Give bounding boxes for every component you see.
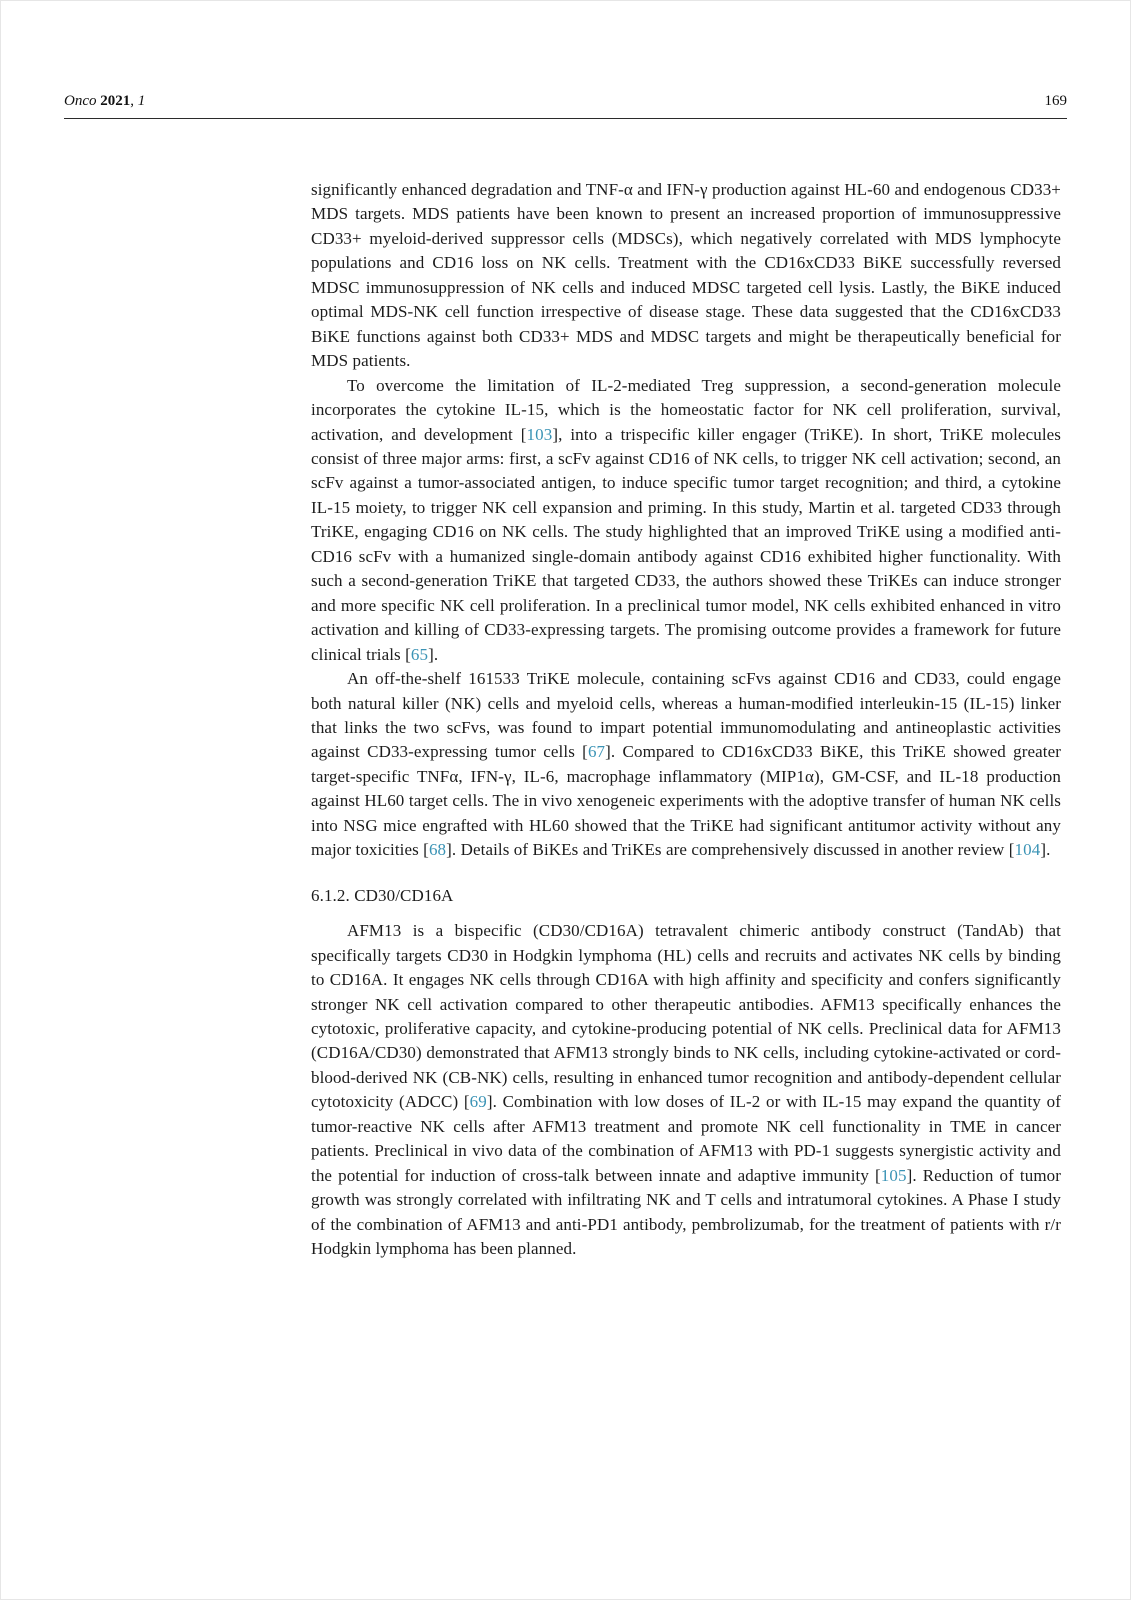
header-rule bbox=[64, 118, 1067, 119]
journal-name: Onco bbox=[64, 93, 97, 109]
journal-volume: 1 bbox=[137, 93, 146, 109]
text-run: ]. Details of BiKEs and TriKEs are comprehensively discussed in another review [ bbox=[446, 840, 1015, 860]
text-run: ]. Reduction of tumor growth was strongly correlated with infiltrating NK and T cells and intratumoral cytokines. A Phase I study of the combination of AFM13 and anti-PD1 antibody, pembrolizumab, for the treatment of patients with r/r Hodgkin lymphoma has been planned. bbox=[311, 1165, 1061, 1259]
text-run: An off-the-shelf 161533 TriKE molecule, containing scFvs against CD16 and CD33, could engage both natural killer (NK) cells and myeloid cells, whereas a human-modified interleukin-15 (IL-15) linker that links the two scFvs, was found to impart potential immunomodulating and antineoplastic activities against CD33-expressing tumor cells [ bbox=[311, 669, 1061, 762]
paragraph bbox=[311, 374, 1061, 667]
text-run: ]. Combination with low doses of IL-2 or with IL-15 may expand the quantity of tumor-reactive NK cells after AFM13 treatment and promote NK cell functionality in TME in cancer patients. Preclinical in vivo data of the combination of AFM13 with PD-1 suggests synergistic activity and the potential for induction of cross-talk between innate and adaptive immunity [ bbox=[311, 1092, 1061, 1185]
journal-separator: , bbox=[130, 93, 138, 109]
citation-link[interactable]: 65 bbox=[410, 644, 429, 664]
journal-year: 2021 bbox=[100, 93, 131, 109]
citation-link[interactable]: 105 bbox=[880, 1165, 907, 1185]
paragraph bbox=[311, 919, 1061, 1261]
text-run: significantly enhanced degradation and TNF-α and IFN-γ production against HL-60 and endogenous CD33+ MDS targets. MDS patients have been known to present an increased proportion of immunosuppressive CD33+ myeloid-derived suppressor cells (MDSCs), which negatively correlated with MDS lymphocyte populations and CD16 loss on NK cells. Treatment with the CD16xCD33 BiKE successfully reversed MDSC immunosuppression of NK cells and induced MDSC targeted cell lysis. Lastly, the BiKE induced optimal MDS-NK cell function irrespective of disease stage. These data suggested that the CD16xCD33 BiKE functions against both CD33+ MDS and MDSC targets and might be therapeutically beneficial for MDS patients. bbox=[311, 180, 1061, 371]
citation-link[interactable]: 67 bbox=[587, 742, 606, 762]
text-run: ]. Compared to CD16xCD33 BiKE, this TriKE showed greater target-specific TNFα, IFN-γ, IL-6, macrophage inflammatory (MIP1α), GM-CSF, and IL-18 production against HL60 target cells. The in vivo xenogeneic experiments with the adoptive transfer of human NK cells into NSG mice engrafted with HL60 showed that the TriKE had significant antitumor activity without any major toxicities [ bbox=[311, 742, 1061, 860]
citation-link[interactable]: 104 bbox=[1014, 840, 1041, 860]
text-run: To overcome the limitation of IL-2-mediated Treg suppression, a second-generation molecule incorporates the cytokine IL-15, which is the homeostatic factor for NK cell proliferation, survival, activation, and development [ bbox=[311, 375, 1061, 444]
journal-citation bbox=[64, 93, 145, 110]
text-run: ], into a trispecific killer engager (TriKE). In short, TriKE molecules consist of three major arms: first, a scFv against CD16 of NK cells, to trigger NK cell activation; second, an scFv against a tumor-associated antigen, to induce specific tumor target recognition; and third, a cytokine IL-15 moiety, to trigger NK cell expansion and priming. In this study, Martin et al. targeted CD33 through TriKE, engaging CD16 on NK cells. The study highlighted that an improved TriKE using a modified anti-CD16 scFv with a humanized single-domain antibody against CD16 exhibited higher functionality. With such a second-generation TriKE that targeted CD33, the authors showed these TriKEs can induce stronger and more specific NK cell proliferation. In a preclinical tumor model, NK cells exhibited enhanced in vitro activation and killing of CD33-expressing targets. The promising outcome provides a framework for future clinical trials [ bbox=[311, 424, 1062, 664]
text-run: AFM13 is a bispecific (CD30/CD16A) tetravalent chimeric antibody construct (TandAb) that specifically targets CD30 in Hodgkin lymphoma (HL) cells and recruits and activates NK cells by binding to CD16A. It engages NK cells through CD16A with high affinity and specificity and confers significantly stronger NK cell activation compared to other therapeutic antibodies. AFM13 specifically enhances the cytotoxic, proliferative capacity, and cytokine-producing potential of NK cells. Preclinical data for AFM13 (CD16A/CD30) demonstrated that AFM13 strongly binds to NK cells, including cytokine-activated or cord-blood-derived NK (CB-NK) cells, resulting in enhanced tumor recognition and antibody-dependent cellular cytotoxicity (ADCC) [ bbox=[311, 921, 1061, 1112]
article-body bbox=[311, 178, 1061, 1261]
section-heading: 6.1.2. CD30/CD16A bbox=[311, 885, 454, 905]
paragraph bbox=[311, 667, 1061, 863]
citation-link[interactable]: 69 bbox=[469, 1092, 487, 1112]
citation-link[interactable]: 103 bbox=[526, 424, 553, 444]
running-head bbox=[64, 93, 1067, 110]
text-run: ]. bbox=[1040, 840, 1051, 860]
text-run: ]. bbox=[428, 644, 439, 664]
paragraph bbox=[311, 178, 1061, 374]
page-number: 169 bbox=[1044, 93, 1067, 109]
citation-link[interactable]: 68 bbox=[428, 840, 447, 860]
